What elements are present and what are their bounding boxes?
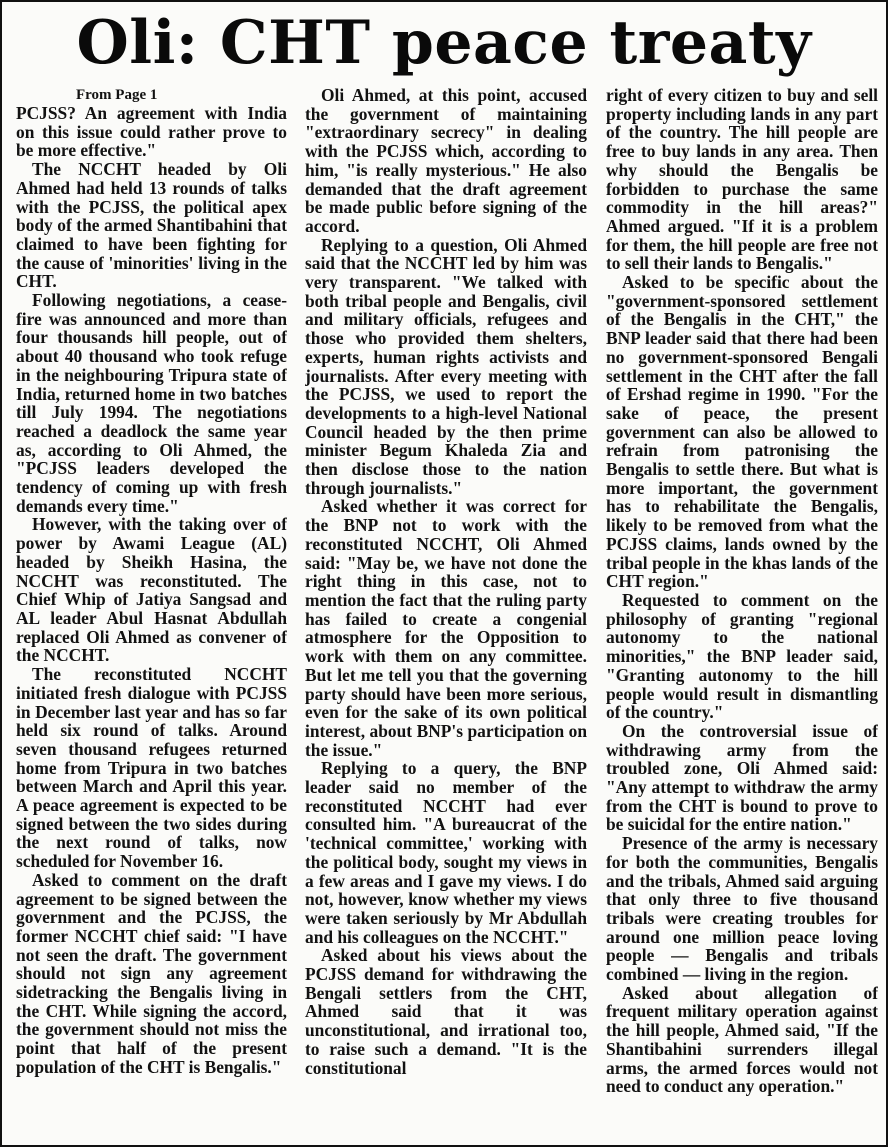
article-paragraph: The reconstituted NCCHT initiated fresh dialogue with PCJSS in December last year and has so far held six round of talks. Around seven thousand refugees returned home from Tripura in two batches between March and April this year. A peace agreement is expected to be signed between the two sides during the next round of talks, now scheduled for November 16.	[16, 664, 287, 872]
article-paragraph: The NCCHT headed by Oli Ahmed had held 13 rounds of talks with the PCJSS, the political apex body of the armed Shantibahini that claimed to have been fighting for the cause of 'minorities' living in the CHT.	[16, 159, 287, 292]
article-paragraph: Asked about his views about the PCJSS demand for withdrawing the Bengali settlers from the CHT, Ahmed said that it was unconstitutional, and irrational too, to raise such a demand. "It is the constitutional	[305, 945, 587, 1078]
article-paragraph: Following negotiations, a cease-fire was announced and more than four thousands hill people, out of about 40 thousand who took refuge in the neighbouring Tripura state of India, returned home in two batches till July 1994. The negotiations reached a deadlock the same year as, according to Oli Ahmed, the "PCJSS leaders developed the tendency of coming up with fresh demands every time."	[16, 290, 287, 516]
article-paragraph: However, with the taking over of power by Awami League (AL) headed by Sheikh Hasina, the NCCHT was reconstituted. The Chief Whip of Jatiya Sangsad and AL leader Abul Hasnat Abdullah replaced Oli Ahmed as convener of the NCCHT.	[16, 514, 287, 666]
article-paragraph: Presence of the army is necessary for both the communities, Bengalis and the tribals, Ahmed said arguing that only three to five thousand tribals were creating troubles for around one million peace loving people — Bengalis and tribals combined — living in the region.	[606, 833, 878, 985]
article-column-1	[16, 86, 287, 1144]
article-paragraph: PCJSS? An agreement with India on this issue could rather prove to be more effective."	[16, 103, 287, 161]
article-paragraph: Replying to a query, the BNP leader said no member of the reconstituted NCCHT had ever consulted him. "A bureaucrat of the 'technical committee,' working with the political body, sought my views in a few areas and I gave my views. I do not, however, know whether my views were taken seriously by Mr Abdullah and his colleagues on the NCCHT."	[305, 758, 587, 947]
article-paragraph: Asked to be specific about the "government-sponsored settlement of the Bengalis in the CHT," the BNP leader said that there had been no government-sponsored Bengali settlement in the CHT after the fall of Ershad regime in 1990. "For the sake of peace, the present government can also be allowed to refrain from patronising the Bengalis to settle there. But what is more important, the government has to rehabilitate the Bengalis, likely to be removed from what the PCJSS claims, lands owned by the tribal people in the khas lands of the CHT region."	[606, 272, 878, 592]
article-column-3	[606, 86, 878, 1144]
article-column-2	[305, 86, 587, 1144]
continuation-note: From Page 1	[76, 87, 158, 103]
article-paragraph: On the controversial issue of withdrawing army from the troubled zone, Oli Ahmed said: "Any attempt to withdraw the army from the CHT is bound to prove to be suicidal for the entire nation."	[606, 720, 878, 835]
article-paragraph: right of every citizen to buy and sell property including lands in any part of the country. The hill people are free to buy lands in any area. Then why should the Bengalis be forbidden to purchase the same commodity in the hill areas?" Ahmed argued. "If it is a problem for them, the hill people are free not to sell their lands to Bengalis."	[606, 86, 878, 274]
article-paragraph: Asked about allegation of frequent military operation against the hill people, Ahmed said, "If the Shantibahini surrenders illegal arms, the armed forces would not need to conduct any operation."	[606, 982, 878, 1097]
article-paragraph: Requested to comment on the philosophy of granting "regional autonomy to the national minorities," the BNP leader said, "Granting autonomy to the hill people would result in dismantling of the country."	[606, 589, 878, 723]
article-paragraph: Replying to a question, Oli Ahmed said that the NCCHT led by him was very transparent. "We talked with both tribal people and Bengalis, civil and military officials, refugees and those who provided them shelters, experts, human rights activists and journalists. After every meeting with the PCJSS, we used to report the developments to a high-level National Council headed by the then prime minister Begum Khaleda Zia and then disclose those to the nation through journalists."	[305, 234, 587, 498]
headline: Oli: CHT peace treaty	[76, 8, 812, 78]
article-paragraph: Asked to comment on the draft agreement to be signed between the government and the PCJSS, the former NCCHT chief said: "I have not seen the draft. The government should not sign any agreement sidetracking the Bengalis living in the CHT. While signing the accord, the government should not miss the point that half of the present population of the CHT is Bengalis."	[16, 869, 287, 1077]
article-paragraph: Oli Ahmed, at this point, accused the government of maintaining "extraordinary secrecy" in dealing with the PCJSS which, according to him, "is really mysterious." He also demanded that the draft agreement be made public before signing of the accord.	[305, 86, 587, 236]
article-paragraph: Asked whether it was correct for the BNP not to work with the reconstituted NCCHT, Oli Ahmed said: "May be, we have not done the right thing in this case, not to mention the fact that the ruling party has failed to create a congenial atmosphere for the Opposition to work with them on any committee. But let me tell you that the governing party should have been more serious, even for the sake of its own political interest, about BNP's participation on the issue."	[305, 496, 587, 760]
